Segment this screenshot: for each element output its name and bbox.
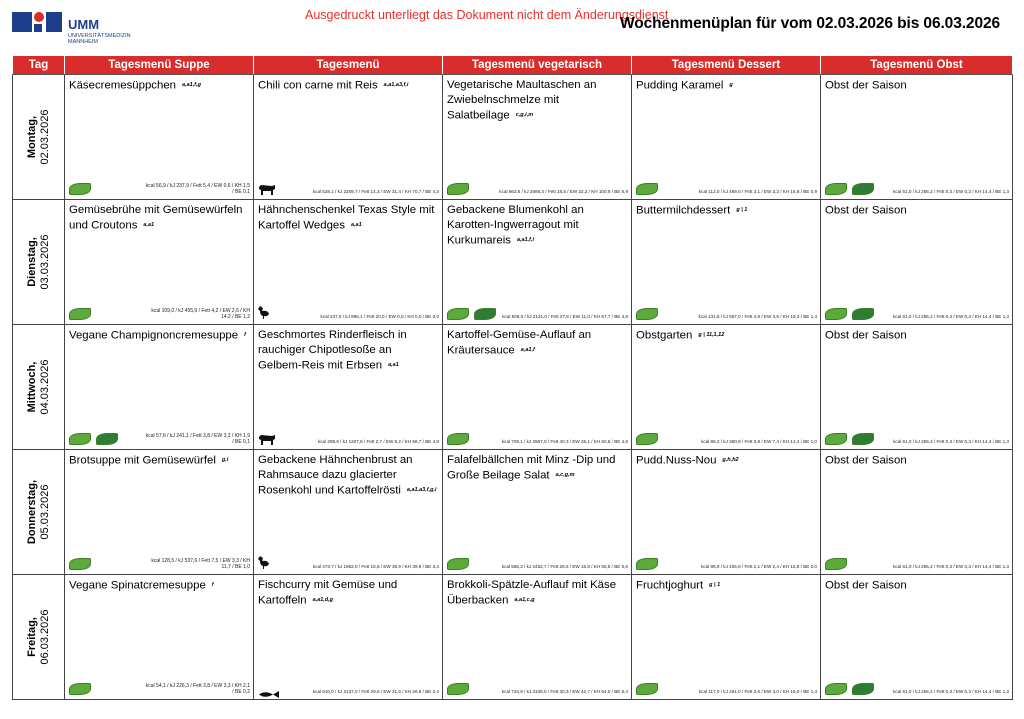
diet-icons [636,558,658,570]
dish-text: Obst der Saison [825,579,907,592]
dish-text: Vegetarische Maultaschen an Zwiebelnschmelze mit Salatbeilage [447,79,597,122]
diet-icons [636,433,658,445]
dish-name [258,453,438,499]
dish-text: Pudd.Nuss-Nou [636,454,717,467]
nutrition-info: kcal 709,1 / kJ 2967,0 / Fett 40,3 / EW 26,1 / KH 60,6 / BE 4,8 [501,439,628,444]
menu-table [12,55,1013,700]
day-cell [13,575,65,700]
chicken-icon [258,305,270,320]
dish-text: Obst der Saison [825,329,907,342]
vegan-icon [852,183,874,195]
diet-icons [258,433,276,445]
menu-cell-main [254,575,443,700]
nutrition-info: kcal 61,0 / kJ 255,2 / Fett 0,3 / EW 0,3 / KH 14,4 / BE 1,3 [893,689,1009,694]
menu-cell-dessert [632,325,821,450]
nutrition-info: kcal 131,5 / kJ 557,0 / Fett 4,9 / EW 3,5 / KH 16,3 / BE 1,4 [698,314,817,319]
dish-name [825,78,1008,94]
allergen-codes: a,a1,d,g [312,597,334,603]
veggie-icon [447,683,469,695]
dish-text: Pudding Karamel [636,79,724,92]
menu-cell-soup [65,575,254,700]
diet-icons [69,558,91,570]
weekday-label: Montag, [25,115,38,159]
menu-cell-vegetarian [443,200,632,325]
nutrition-info: kcal 86,3 / kJ 360,9 / Fett 3,8 / EW 7,4 / KH 12,4 / BE 1,0 [701,439,817,444]
veggie-icon [636,308,658,320]
nutrition-info: kcal 473,7 / kJ 1982,0 / Fett 16,8 / EW 36,9 / KH 39,9 / BE 3,3 [312,564,439,569]
nutrition-info: kcal 61,0 / kJ 255,2 / Fett 0,3 / EW 0,3 / KH 14,4 / BE 1,3 [893,314,1009,319]
dish-text: Vegane Spinatcremesuppe [69,579,206,592]
veggie-icon [636,558,658,570]
dish-text: Hähnchenschenkel Texas Style mit Kartoffel Wedges [258,204,435,232]
dish-name [825,578,1008,594]
dish-text: Vegane Champignoncremesuppe [69,329,239,342]
date-label: 04.03.2026 [38,359,51,415]
dish-name [69,578,249,594]
allergen-codes: a,a1,a3,f,g,i [406,487,437,493]
nutrition-info: kcal 586,2 / kJ 2452,7 / Fett 28,6 / EW 16,8 / KH 65,6 / BE 5,5 [501,564,628,569]
allergen-codes: f [211,582,214,588]
dish-text: Brotsuppe mit Gemüsewürfel [69,454,216,467]
dish-name [258,78,438,94]
menu-cell-dessert [632,575,821,700]
dish-text: Käsecremesüppchen [69,79,177,92]
date-label: 06.03.2026 [38,609,51,665]
diet-icons [636,683,658,695]
diet-icons [258,555,270,570]
diet-icons [636,183,658,195]
date-label: 03.03.2026 [38,234,51,290]
menu-cell-vegetarian [443,75,632,200]
dish-text: Kartoffel-Gemüse-Auflauf an Kräutersauce [447,329,592,357]
dish-name [69,328,249,344]
diet-icons [636,308,658,320]
veggie-icon [69,183,91,195]
nutrition-info: kcal 109,0 / kJ 455,9 / Fett 4,2 / EW 2,6 / KH 14,2 / BE 1,2 [151,308,250,320]
veggie-icon [447,308,469,320]
dish-name [447,203,627,249]
allergen-codes: a,a1 [143,222,155,228]
menu-cell-main [254,75,443,200]
nutrition-info: kcal 56,9 / kJ 237,9 / Fett 5,4 / EW 0,6 / KH 1,5 / BE 0,1 [145,183,250,195]
allergen-codes: c,g,i,m [515,112,534,118]
nutrition-info: kcal 57,6 / kJ 241,1 / Fett 3,8 / EW 3,3 / KH 1,9 / BE 0,1 [145,433,250,445]
diet-icons [258,686,280,695]
diet-icons [447,308,496,320]
vegan-icon [852,308,874,320]
diet-icons [447,558,469,570]
nutrition-info: kcal 663,5 / kJ 2666,3 / Fett 18,5 / EW 22,2 / KH 100,9 / BE 6,9 [499,189,628,194]
dish-text: Obst der Saison [825,204,907,217]
day-row [13,325,1013,450]
vegan-icon [96,433,118,445]
dish-text: Falafelbällchen mit Minz -Dip und Große Beilage Salat [447,454,616,482]
diet-icons [825,183,874,195]
beef-icon [258,183,276,195]
menu-cell-main [254,325,443,450]
veggie-icon [636,433,658,445]
diet-icons [825,558,847,570]
dish-text: Obstgarten [636,329,693,342]
dish-text: Gemüsebrühe mit Gemüsewürfeln und Croutons [69,204,243,232]
nutrition-info: kcal 54,1 / kJ 226,3 / Fett 3,8 / EW 3,3 / KH 2,1 / BE 0,2 [145,683,250,695]
nutrition-info: kcal 128,5 / kJ 537,6 / Fett 7,5 / EW 3,3 / KH 11,7 / BE 1,0 [151,558,250,570]
veggie-icon [825,683,847,695]
dish-name [636,578,816,594]
menu-cell-fruit [821,575,1013,700]
diet-icons [69,683,91,695]
veggie-icon [69,433,91,445]
nutrition-info: kcal 734,9 / kJ 3108,0 / Fett 30,3 / EW 42,7 / KH 64,0 / BE 5,4 [501,689,628,694]
diet-icons [258,183,276,195]
veggie-icon [447,183,469,195]
dish-name [258,203,438,234]
allergen-codes: a,a1 [350,222,362,228]
weekday-label: Donnerstag, [25,479,38,545]
chicken-icon [258,555,270,570]
menu-cell-dessert [632,200,821,325]
diet-icons [69,308,91,320]
col-header-fruit: Tagesmenü Obst [821,56,1013,75]
nutrition-info: kcal 96,9 / kJ 405,6 / Fett 2,1 / EW 2,4 / KH 16,8 / BE 0,0 [701,564,817,569]
fish-icon [258,686,280,695]
allergen-codes: g [729,82,733,88]
diet-icons [825,308,874,320]
dish-name [69,78,249,94]
veggie-icon [825,308,847,320]
menu-cell-vegetarian [443,450,632,575]
menu-cell-soup [65,325,254,450]
nutrition-info: kcal 117,0 / kJ 491,0 / Fett 3,6 / EW 3,0 / KH 16,0 / BE 1,4 [698,689,817,694]
nutrition-info: kcal 288,6 / kJ 1207,6 / Fett 2,7 / EW 8,2 / KH 58,7 / BE 4,8 [317,439,439,444]
diet-icons [69,433,118,445]
veggie-icon [69,683,91,695]
allergen-codes: a,a1,c,g [514,597,535,603]
menu-cell-fruit [821,200,1013,325]
allergen-codes: g,h,h2 [722,457,739,463]
dish-text: Fruchtjoghurt [636,579,704,592]
weekday-label: Dienstag, [25,237,38,287]
dish-name [636,203,816,219]
col-header-dessert: Tagesmenü Dessert [632,56,821,75]
dish-text: Buttermilchdessert [636,204,731,217]
dish-text: Fischcurry mit Gemüse und Kartoffeln [258,579,398,607]
nutrition-info: kcal 509,0 / kJ 2131,0 / Fett 27,8 / EW 11,0 / KH 57,7 / BE 4,8 [502,314,628,319]
menu-cell-dessert [632,450,821,575]
logo-subtitle: UNIVERSITÄTSMEDIZIN MANNHEIM [68,33,131,45]
day-row [13,200,1013,325]
menu-cell-dessert [632,75,821,200]
menu-cell-vegetarian [443,325,632,450]
col-header-vegetarian: Tagesmenü vegetarisch [443,56,632,75]
dish-name [447,78,627,124]
nutrition-info: kcal 237,0 / kJ 996,1 / Fett 20,0 / EW 0,0 / KH 0,0 / BE 0,0 [320,314,439,319]
menu-cell-main [254,200,443,325]
allergen-codes: a,a1 [388,362,399,368]
col-header-soup: Tagesmenü Suppe [65,56,254,75]
weekday-label: Mittwoch, [25,361,38,413]
day-cell [13,450,65,575]
header-row [13,56,1013,75]
date-label: 05.03.2026 [38,484,51,540]
veggie-icon [636,683,658,695]
diet-icons [447,183,469,195]
veggie-icon [825,183,847,195]
allergen-codes: a,a1,f,g [182,82,201,88]
dish-name [447,328,627,359]
dish-text: Gebackene Hähnchenbrust an Rahmsauce dazu glacierter Rosenkohl und Kartoffelrösti [258,454,413,497]
diet-icons [447,683,469,695]
allergen-codes: a,a1,f,i [516,237,535,243]
dish-name [258,578,438,609]
dish-name [447,453,627,484]
logo-text: UMM [68,17,100,32]
diet-icons [258,305,270,320]
menu-cell-soup [65,75,254,200]
nutrition-info: kcal 61,0 / kJ 255,2 / Fett 0,3 / EW 0,3 / KH 14,4 / BE 1,3 [893,439,1009,444]
diet-icons [447,433,469,445]
diet-icons [825,683,874,695]
menu-cell-soup [65,450,254,575]
day-row [13,575,1013,700]
day-cell [13,200,65,325]
menu-cell-fruit [821,75,1013,200]
menu-cell-fruit [821,325,1013,450]
menu-cell-vegetarian [443,575,632,700]
veggie-icon [636,183,658,195]
dish-text: Geschmortes Rinderfleisch in rauchiger Chipotlesoße an Gelbem-Reis mit Erbsen [258,329,407,372]
nutrition-info: kcal 61,0 / kJ 255,2 / Fett 0,3 / EW 0,3 / KH 14,4 / BE 1,3 [893,564,1009,569]
allergen-codes: a,a1,f [520,347,535,353]
vegan-icon [474,308,496,320]
notice-text: Ausgedruckt unterliegt das Dokument nicht dem Änderungsdienst [305,8,669,22]
dish-name [636,78,816,94]
col-header-main: Tagesmenü [254,56,443,75]
veggie-icon [447,558,469,570]
dish-text: Obst der Saison [825,454,907,467]
dish-name [825,453,1008,469]
dish-name [447,578,627,609]
dish-name [69,453,249,469]
menu-cell-main [254,450,443,575]
veggie-icon [825,558,847,570]
day-row [13,75,1013,200]
day-row [13,450,1013,575]
nutrition-info: kcal 61,0 / kJ 255,2 / Fett 0,3 / EW 0,3 / KH 14,4 / BE 1,3 [893,189,1009,194]
date-label: 02.03.2026 [38,109,51,165]
allergen-codes: a,c,g,m [555,472,575,478]
dish-text: Brokkoli-Spätzle-Auflauf mit Käse Überbacken [447,579,617,607]
veggie-icon [447,433,469,445]
nutrition-info: kcal 112,0 / kJ 469,0 / Fett 3,1 / EW 3,3 / KH 16,8 / BE 0,9 [698,189,817,194]
nutrition-info: kcal 510,0 / kJ 2137,0 / Fett 29,6 / EW 31,6 / KH 28,6 / BE 2,4 [312,689,439,694]
logo-mark [12,12,32,32]
diet-icons [69,183,91,195]
vegan-icon [852,683,874,695]
dish-name [69,203,249,234]
col-header-day: Tag [13,56,65,75]
veggie-icon [69,308,91,320]
dish-text: Chili con carne mit Reis [258,79,378,92]
menu-cell-soup [65,200,254,325]
allergen-codes: g | 1 [709,582,721,588]
dish-text: Obst der Saison [825,79,907,92]
dish-name [825,328,1008,344]
allergen-codes: g | 1 [736,207,748,213]
allergen-codes: g | 11,1,12 [698,332,725,338]
allergen-codes: f [244,332,246,338]
vegan-icon [852,433,874,445]
dish-text: Gebackene Blumenkohl an Karotten-Ingwerragout mit Kurkumareis [447,204,584,247]
allergen-codes: g,i [221,457,229,463]
veggie-icon [69,558,91,570]
dish-name [825,203,1008,219]
weekday-label: Freitag, [25,617,38,657]
nutrition-info: kcal 528,1 / kJ 2209,7 / Fett 14,3 / EW 31,4 / KH 70,7 / BE 4,3 [312,189,439,194]
allergen-codes: a,a1,a3,f,i [383,82,409,88]
page-title: Wochenmenüplan für vom 02.03.2026 bis 06.03.2026 [620,15,1001,32]
day-cell [13,325,65,450]
dish-name [636,328,816,344]
menu-cell-fruit [821,450,1013,575]
veggie-icon [825,433,847,445]
diet-icons [825,433,874,445]
day-cell [13,75,65,200]
beef-icon [258,433,276,445]
dish-name [258,328,438,374]
dish-name [636,453,816,469]
umm-logo [12,8,142,48]
